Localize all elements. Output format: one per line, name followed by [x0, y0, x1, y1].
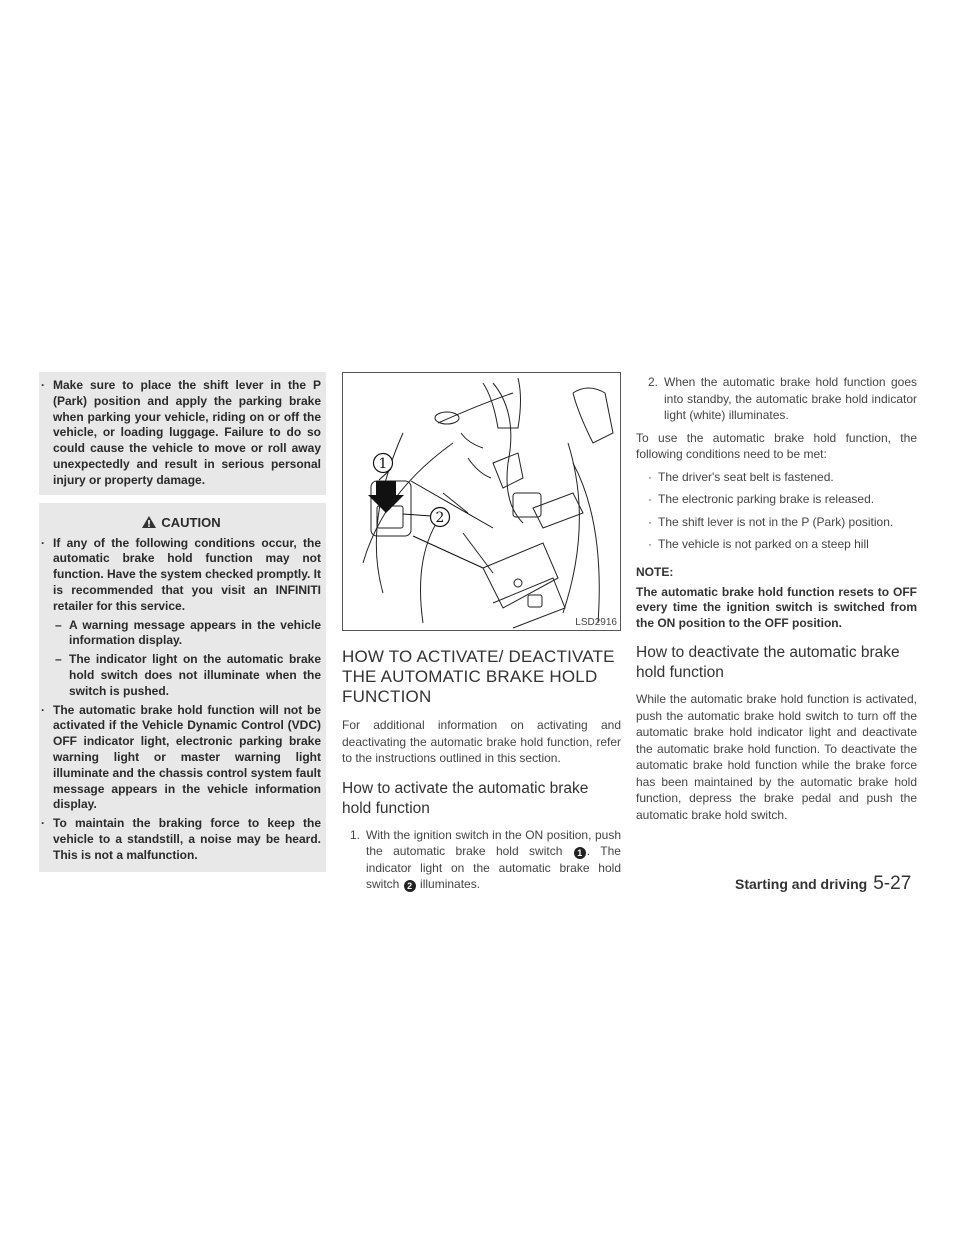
bullet: ·	[41, 378, 45, 392]
activate-heading: How to activate the automatic brake hold function	[342, 779, 589, 817]
left-column	[39, 372, 326, 872]
deactivate-heading: How to deactivate the automatic brake hold function	[636, 644, 900, 681]
callout-2-marker: 2	[404, 880, 416, 892]
caution-header	[41, 515, 321, 530]
page-footer	[735, 873, 911, 895]
section-heading: HOW TO ACTIVATE/ DEACTIVATE THE AUTOMATIC BRAKE HOLD FUNCTION	[342, 647, 615, 706]
condition-item: · The vehicle is not parked on a steep hill	[648, 537, 869, 551]
step-2: 2. When the automatic brake hold function goes into standby, the automatic brake hold indicator light (white) illuminates.	[648, 375, 917, 422]
middle-column	[342, 372, 621, 893]
warning-triangle-icon	[141, 515, 157, 529]
condition-item: · The driver's seat belt is fastened.	[648, 469, 834, 484]
callout-1: 1	[378, 456, 388, 472]
caution-item: · If any of the following conditions occur, the automatic brake hold function may not function. Have the system checked promptly. It is recommended that you visit an INFINITI retailer for this service.	[41, 535, 321, 613]
conditions-intro: To use the automatic brake hold function, the following conditions need to be met:	[636, 430, 917, 461]
callout-2: 2	[435, 510, 445, 526]
caution-box	[39, 503, 326, 872]
step-1: 1. With the ignition switch in the ON position, push the automatic brake hold switch 1 . The indicator light on the automatic brake hold switch 2 illuminates.	[350, 827, 621, 891]
footer-section: Starting and driving	[735, 876, 868, 892]
warning-box	[39, 372, 326, 495]
center-console-drawing	[343, 373, 620, 630]
deactivate-text: While the automatic brake hold function is activated, push the automatic brake hold switch to turn off the automatic brake hold indicator light and deactivate the automatic brake hold function. To deactivate the automatic brake hold function while the brake force has been maintained by the automatic brake hold function, depress the brake pedal and push the automatic brake hold switch.	[636, 692, 917, 822]
caution-item: · To maintain the braking force to keep the vehicle to a standstill, a noise may be heard. This is not a malfunction.	[41, 816, 321, 862]
caution-item: · The automatic brake hold function will not be activated if the Vehicle Dynamic Control (VDC) OFF indicator light, electronic parking brake warning light or master warning light illuminate and the chassis control system fault message appears in the vehicle information display.	[41, 702, 321, 812]
condition-item: · The shift lever is not in the P (Park) position.	[648, 514, 894, 529]
condition-item: · The electronic parking brake is released.	[648, 492, 875, 506]
page-number: 5-27	[873, 873, 912, 894]
console-illustration	[342, 372, 621, 631]
right-column	[636, 372, 917, 829]
caution-subitem: – A warning message appears in the vehicle information display.	[55, 617, 321, 648]
warning-item: · Make sure to place the shift lever in the P (Park) position and apply the parking brake when parking your vehicle, riding on or off the vehicle, or loading luggage. Failure to do so could cause the vehicle to move or roll away unexpectedly and result in serious personal injury or property damage.	[41, 378, 321, 487]
push-arrow-icon	[368, 481, 404, 513]
caution-subitem: – The indicator light on the automatic brake hold switch does not illuminate when the switch is pushed.	[55, 652, 321, 698]
section-intro: For additional information on activating and deactivating the automatic brake hold function, refer to the instructions outlined in this section.	[342, 718, 621, 765]
figure-code: LSD2916	[575, 617, 617, 628]
note-label: NOTE:	[636, 564, 674, 579]
note-text: The automatic brake hold function resets to OFF every time the ignition switch is switched from the ON position to the OFF position.	[636, 584, 917, 630]
caution-title: CAUTION	[161, 514, 221, 530]
callout-1-marker: 1	[574, 847, 586, 859]
